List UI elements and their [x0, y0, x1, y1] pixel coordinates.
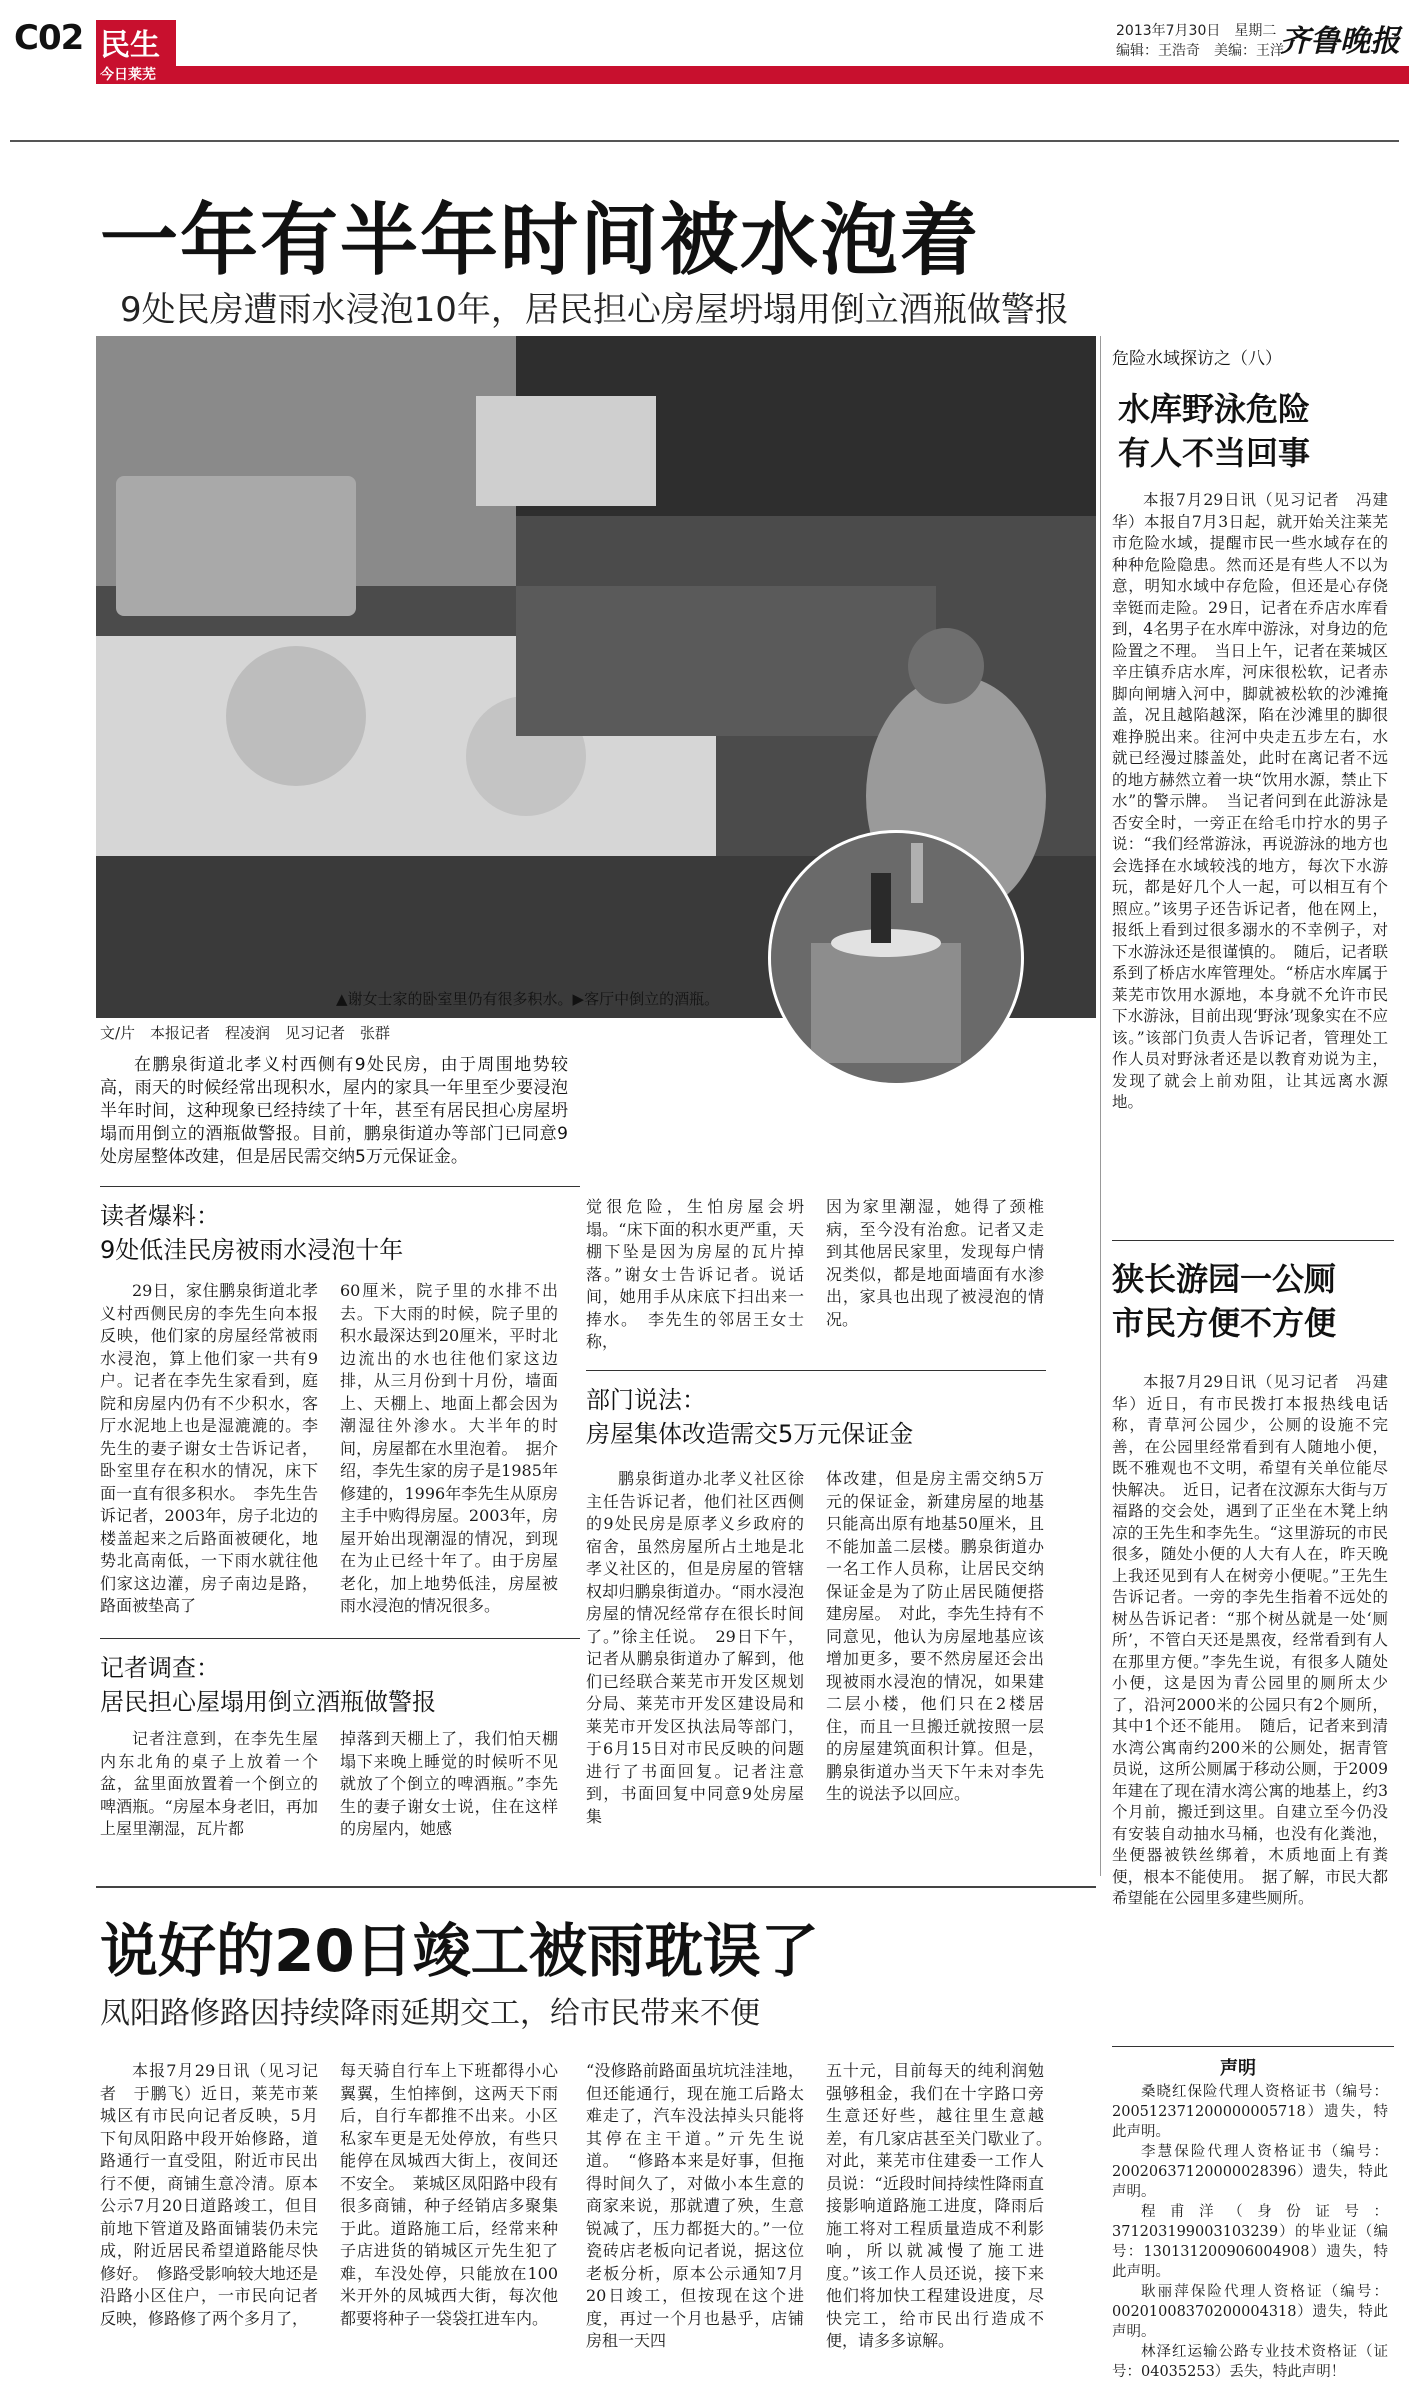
sidebar-divider — [1100, 336, 1101, 1876]
sidebar2-headline-1: 狭长游园一公厕 — [1112, 1260, 1337, 1298]
section-title: 民生 — [100, 28, 160, 63]
section1-label: 读者爆料： — [100, 1202, 220, 1230]
second-subhead: 凤阳路修路因持续降雨延期交工，给市民带来不便 — [100, 1996, 760, 2031]
section1-col2 — [340, 1280, 558, 1618]
section2-col2-text: 掉落到天棚上了，我们怕天棚塌下来晚上睡觉的时候听不见就放了个倒立的啤酒瓶。”李先生的妻子谢女士说，住在这样的房屋内，她感 — [340, 1729, 558, 1838]
section3-col2-text: 体改建，但是房主需交纳5万元的保证金，新建房屋的地基只能高出原有地基50厘米，且不能加盖二层楼。鹏泉街道办一名工作人员称，让居民交纳保证金是为了防止居民随便搭建房屋。 对此，李先生持有不同意见，他认为房屋地基应该增加更多，要不然房屋还会出现被雨水浸泡的情况，如果建二层小楼，他们只在2楼居住，而且一旦搬迁就按照一层的房屋建筑面积计算。但是，鹏泉街道办当天下午未对李先生的说法予以回应。 — [826, 1469, 1044, 1803]
sidebar1-headline-1: 水库野泳危险 — [1118, 390, 1311, 428]
section3-col2 — [826, 1468, 1044, 1806]
page-code: C02 — [14, 18, 84, 58]
section3-col1-text: 鹏泉街道办北孝义社区徐主任告诉记者，他们社区西侧的9处民房是原孝义乡政府的宿舍，虽然房屋所占土地是北孝义社区的，但是房屋的管辖权却归鹏泉街道办。“雨水浸泡房屋的情况经常存在很长时间了。”徐主任说。 29日下午，记者从鹏泉街道办了解到，他们已经联合莱芜市开发区规划分局、莱芜市开发区建设局和莱芜市开发区执法局等部门，于6月15日对市民反映的问题进行了书面回复。记者注意到，书面回复中同意9处房屋集 — [586, 1469, 804, 1826]
subsection-label: 今日莱芜 — [100, 67, 156, 83]
lead-intro-text: 在鹏泉街道北孝义村西侧有9处民房，由于周围地势较高，雨天的时候经常出现积水，屋内的家具一年里至少要浸泡半年时间，这种现象已经持续了十年，甚至有居民担心房屋坍塌而用倒立的酒瓶做警报。目前，鹏泉街道办等部门已同意9处房屋整体改建，但是居民需交纳5万元保证金。 — [100, 1055, 568, 1167]
sidebar2-body-text: 本报7月29日讯（见习记者 冯建华）近日，有市民拨打本报热线电话称，青草河公园少，公厕的设施不完善，在公园里经常看到有人随地小便，既不雅观也不文明，希望有关单位能尽快解决。 近日，记者在汶源东大街与万福路的交会处，遇到了正坐在木凳上纳凉的王先生和李先生。“这里游玩的市民很多，随处小便的人大有人在，昨天晚上我还见到有人在树旁小便呢。”王先生告诉记者。一旁的李先生指着不远处的树丛告诉记者：“那个树丛就是一处‘厕所’，不管白天还是黑夜，经常看到有人在那里方便。”李先生说，有很多人随处小便，这是因为青公园里的厕所太少了，沿河2000米的公园只有2个厕所，其中1个还不能用。 随后，记者来到清水湾公寓南约200米的公厕处，据青管员说，这所公厕属于移动公厕，于2009年建在了现在清水湾公寓的地基上，约3个月前，搬迁到这里。自建立至今仍没有安装自动抽水马桶，也没有化粪池，坐便器被铁丝绑着，木质地面上有粪便，根本不能使用。 据了解，市民大都希望能在公园里多建些厕所。 — [1112, 1373, 1388, 1907]
lead-subhead: 9处民房遭雨水浸泡10年，居民担心房屋坍塌用倒立酒瓶做警报 — [120, 290, 1069, 330]
second-col4-text: 五十元，目前每天的纯利润勉强够租金，我们在十字路口旁生意还好些，越往里生意越差，有几家店甚至关门歇业了。 对此，莱芜市住建委一工作人员说：“近段时间持续性降雨直接影响道路施工进度，降雨后施工将对工程质量造成不利影响，所以就减慢了施工进度。”该工作人员还说，接下来他们将加快工程建设进度，尽快完工，给市民出行造成不便，请多多谅解。 — [826, 2061, 1061, 2350]
col3-top — [586, 1196, 804, 1354]
notice-item: 耿丽萍保险代理人资格证（编号：002010083702000043​18）遗失，特此声明。 — [1112, 2284, 1388, 2340]
col4-top-text: 因为家里潮湿，她得了颈椎病，至今没有治愈。记者又走到其他居民家里，发现每户情况类似，都是地面墙面有水渗出，家具也出现了被浸泡的情况。 — [826, 1197, 1044, 1329]
notices-list — [1112, 2082, 1388, 2382]
page-header — [0, 0, 1409, 90]
second-col1-text: 本报7月29日讯（见习记者 于鹏飞）近日，莱芜市莱城区有市民向记者反映，5月下旬凤阳路中段开始修路，道路通行一直受阻，附近市民出行不便，商铺生意冷清。原本公示7月20日道路竣工，但目前地下管道及路面铺装仍未完成，附近居民希望道路能尽快修好。 修路受影响较大地还是沿路小区住户，一市民向记者反映，修路修了两个多月了， — [100, 2061, 318, 2328]
section3-rule — [586, 1370, 1046, 1371]
section1-col1 — [100, 1280, 318, 1618]
notices-title: 声明 — [1220, 2058, 1256, 2079]
masthead-logo: 齐鲁晚报 — [1280, 24, 1400, 59]
lead-intro — [100, 1054, 568, 1169]
section1-col1-text: 29日，家住鹏泉街道北孝义村西侧民房的李先生向本报反映，他们家的房屋经常被雨水浸泡，算上他们家一共有9户。记者在李先生家看到，庭院和房屋内仍有不少积水，客厅水泥地上也是湿漉漉的。李先生的妻子谢女士告诉记者，卧室里存在积水的情况，床下面一直有很多积水。 李先生告诉记者，2003年，房子北边的楼盖起来之后路面被硬化，地势北高南低，一下雨水就往他们家这边灌，房子南边是路，路面被垫高了 — [100, 1281, 318, 1615]
second-col1 — [100, 2060, 318, 2330]
section2-rule — [100, 1638, 580, 1639]
wine-bottle-inset-photo — [768, 830, 1024, 1086]
bottle-scene — [771, 833, 1021, 1083]
subsection-bar — [96, 66, 1409, 84]
col3-top-text: 觉很危险，生怕房屋会坍塌。“床下面的积水更严重，天棚下坠是因为房屋的瓦片掉落。”谢女士告诉记者。说话间，她用手从床底下扫出来一捧水。 李先生的邻居王女士称， — [586, 1197, 804, 1351]
section3-label: 部门说法： — [586, 1386, 706, 1414]
sidebar1-body-text: 本报7月29日讯（见习记者 冯建华）本报自7月3日起，就开始关注莱芜市危险水域，提醒市民一些水域存在的种种危险隐患。然而还是有些人不以为意，明知水域中存危险，但还是心存侥幸铤而走险。29日，记者在乔店水库看到，4名男子在水库中游泳，对身边的危险置之不理。 当日上午，记者在莱城区辛庄镇乔店水库，河床很松软，记者赤脚向闸塘入河中，脚就被松软的沙滩掩盖，况且越陷越深，陷在沙滩里的脚很难挣脱出来。往河中央走五步左右，水就已经漫过膝盖处，此时在离记者不远的地方赫然立着一块“饮用水源，禁止下水”的警示牌。 当记者问到在此游泳是否安全时，一旁正在给毛巾拧水的男子说：“我们经常游泳，再说游泳的地方也会选择在水域较浅的地方，每次下水游玩，都是好几个人一起，可以相互有个照应。”该男子还告诉记者，他在网上，报纸上看到过很多溺水的不幸例子，对下水游泳还是很谨慎的。 随后，记者联系到了桥店水库管理处。“桥店水库属于莱芜市饮用水源地，本身就不允许市民下水游泳，目前出现‘野泳’现象实在不应该。”该部门负责人告诉记者，管理处工作人员对野泳者还是以教育劝说为主，发现了就会上前劝阻，让其远离水源地。 — [1112, 491, 1388, 1111]
col4-top — [826, 1196, 1044, 1331]
second-col3-text: “没修路前路面虽坑坑洼洼地，但还能通行，现在施工后路太难走了，汽车没法掉头只能将其停在主干道。”亓先生说道。 “修路本来是好事，但拖得时间久了，对做小本生意的商家来说，那就遭了殃，生意锐减了，压力都挺大的。”一位瓷砖店老板向记者说，据这位老板分析，原本公示通知7月20日竣工，但按现在这个进度，再过一个月也悬乎，店铺房租一天四 — [586, 2061, 804, 2350]
sidebar2-headline-2: 市民方便不方便 — [1112, 1304, 1337, 1342]
sidebar1-headline-2: 有人不当回事 — [1118, 434, 1311, 472]
second-col3 — [586, 2060, 804, 2353]
section3-col1 — [586, 1468, 804, 1828]
date-line: 2013年7月30日 星期二 — [1116, 23, 1277, 39]
lead-headline: 一年有半年时间被水泡着 — [100, 196, 981, 286]
sidebar2-rule — [1112, 1240, 1394, 1241]
section3-title: 房屋集体改造需交5万元保证金 — [586, 1420, 914, 1448]
second-col2-text: 每天骑自行车上下班都得小心翼翼，生怕摔倒，这两天下雨后，自行车都推不出来。小区私家车更是无处停放，有些只能停在凤城西大街上，夜间还不安全。 莱城区凤阳路中段有很多商铺，种子经销店多聚集于此。道路施工后，经常来种子店进货的销城区亓先生犯了难，车没处停，只能放在100米开外的凤城西大街，每次他都要将种子一袋袋扛进车内。 — [340, 2061, 558, 2328]
notice-item: 程甫洋（身份证号：371203199003103239）的毕业证（编号：130131200906004908）遗失，特此声明。 — [1112, 2204, 1388, 2280]
second-story-rule — [96, 1886, 1096, 1888]
editors-line: 编辑：王浩奇 美编：王洋 — [1116, 43, 1284, 59]
section2-col1 — [100, 1728, 318, 1841]
sidebar1-body — [1112, 490, 1388, 1114]
second-col4 — [826, 2060, 1061, 2353]
notice-item: 桑晓红保险代理人资格证书（编号：200512371200000005718）遗失，特此声明。 — [1112, 2084, 1388, 2140]
second-col2 — [340, 2060, 558, 2330]
photo-caption: ▲谢女士家的卧室里仍有很多积水。▶客厅中倒立的酒瓶。 — [336, 990, 720, 1008]
sidebar1-kicker: 危险水域探访之（八） — [1112, 349, 1282, 369]
section2-col2 — [340, 1728, 558, 1841]
sidebar2-body — [1112, 1372, 1388, 1910]
second-headline: 说好的20日竣工被雨耽误了 — [100, 1917, 819, 1985]
section1-col2-text: 60厘米，院子里的水排不出去。下大雨的时候，院子里的积水最深达到20厘米，平时北边流出的水也往他们家这边排，从三月份到十月份，墙面上、天棚上、地面上都会因为潮湿往外渗水。大半年的时间，房屋都在水里泡着。 据介绍，李先生家的房子是1985年修建的，1996年李先生从原房主手中购得房屋。2003年，房屋开始出现潮湿的情况，到现在为止已经十年了。由于房屋老化，加上地势低洼，房屋被雨水浸泡的情况很多。 — [340, 1281, 558, 1615]
notice-item: 李慧保险代理人资格证书（编号：2002063712000002839​6）遗失，特此声明。 — [1112, 2144, 1388, 2200]
section2-label: 记者调查： — [100, 1654, 220, 1682]
notices-rule — [1112, 2046, 1394, 2047]
section1-rule — [100, 1186, 580, 1187]
section1-title: 9处低洼民房被雨水浸泡十年 — [100, 1236, 404, 1264]
photo-byline: 文/片 本报记者 程凌润 见习记者 张群 — [100, 1024, 391, 1042]
section2-col1-text: 记者注意到，在李先生屋内东北角的桌子上放着一个盆，盆里面放置着一个倒立的啤酒瓶。“房屋本身老旧，再加上屋里潮湿，瓦片都 — [100, 1729, 318, 1838]
section2-title: 居民担心屋塌用倒立酒瓶做警报 — [100, 1688, 436, 1716]
header-divider — [10, 140, 1399, 142]
notice-item: 林泽红运输公路专业技术资格证（证号：04035253）丢失，特此声明！ — [1112, 2344, 1388, 2380]
